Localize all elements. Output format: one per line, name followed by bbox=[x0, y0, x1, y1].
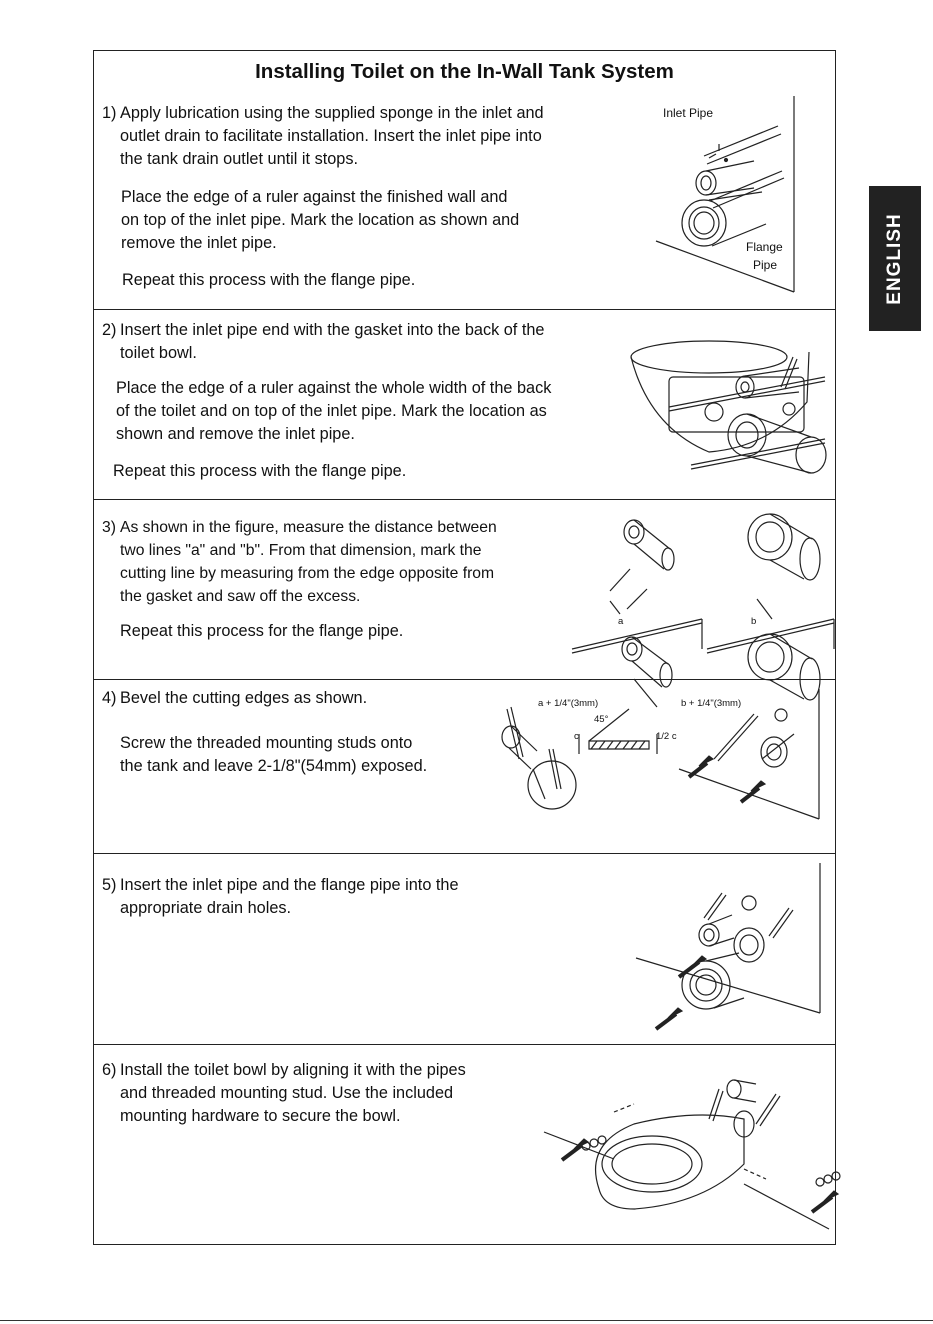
step-4-para2-line-2: the tank and leave 2-1/8"(54mm) exposed. bbox=[120, 757, 428, 775]
step-1 bbox=[94, 51, 835, 309]
step-4-line-1: Bevel the cutting edges as shown. bbox=[120, 689, 368, 707]
step-6-line-1: Install the toilet bowl by aligning it with the pipes bbox=[120, 1061, 466, 1079]
step-1-para3: Repeat this process with the flange pipe. bbox=[122, 271, 416, 289]
step-6 bbox=[94, 1044, 835, 1246]
bevel-angle-label: 45° bbox=[594, 714, 609, 725]
step-2-para2-line-1: Place the edge of a ruler against the whole width of the back bbox=[116, 379, 552, 397]
cut-a-label: a + 1/4"(3mm) bbox=[538, 698, 599, 709]
step-2 bbox=[94, 309, 835, 499]
step-3-number: 3) bbox=[102, 519, 116, 536]
step-1-para2-line-3: remove the inlet pipe. bbox=[121, 234, 277, 252]
step-6-line-3: mounting hardware to secure the bowl. bbox=[120, 1107, 401, 1125]
step-5-number: 5) bbox=[102, 876, 117, 894]
step-3-line-2: two lines "a" and "b". From that dimension, mark the bbox=[120, 542, 482, 559]
page-title: Installing Toilet on the In-Wall Tank System bbox=[255, 60, 674, 83]
step-1-illustration bbox=[654, 96, 804, 296]
step-4 bbox=[94, 679, 835, 853]
step-6-number: 6) bbox=[102, 1061, 117, 1079]
step-1-line-3: the tank drain outlet until it stops. bbox=[120, 150, 359, 168]
step-6-line-2: and threaded mounting stud. Use the included bbox=[120, 1084, 454, 1102]
step-1-line-2: outlet drain to facilitate installation. Insert the inlet pipe into bbox=[120, 127, 542, 145]
step-4-para2-line-1: Screw the threaded mounting studs onto bbox=[120, 734, 413, 752]
step-6-illustration bbox=[544, 1064, 834, 1239]
language-tab bbox=[869, 186, 921, 331]
step-2-para2-line-3: shown and remove the inlet pipe. bbox=[116, 425, 355, 443]
dim-a-label: a bbox=[618, 616, 624, 627]
step-3-line-1: As shown in the figure, measure the distance between bbox=[120, 519, 497, 536]
bevel-c-label: c bbox=[574, 731, 579, 742]
dim-b-label: b bbox=[751, 616, 757, 627]
step-1-number: 1) bbox=[102, 104, 117, 122]
page-bottom-rule bbox=[0, 1320, 933, 1321]
step-2-line-2: toilet bowl. bbox=[120, 344, 197, 362]
step-3-line-4: the gasket and saw off the excess. bbox=[120, 588, 361, 605]
language-label: ENGLISH bbox=[884, 212, 905, 305]
bevel-half-c-label: 1/2 c bbox=[656, 731, 677, 742]
flange-pipe-label-2: Pipe bbox=[753, 258, 778, 272]
step-2-para3: Repeat this process with the flange pipe. bbox=[113, 462, 407, 480]
inlet-pipe-label: Inlet Pipe bbox=[663, 106, 714, 120]
step-1-line-1: Apply lubrication using the supplied sponge in the inlet and bbox=[120, 104, 544, 122]
cut-b-label: b + 1/4"(3mm) bbox=[681, 698, 742, 709]
step-4-number: 4) bbox=[102, 689, 117, 707]
flange-pipe-label-1: Flange bbox=[746, 240, 783, 254]
step-2-para2-line-2: of the toilet and on top of the inlet pipe. Mark the location as bbox=[116, 402, 547, 420]
step-4-illustration bbox=[489, 689, 829, 849]
step-1-para2-line-2: on top of the inlet pipe. Mark the location as shown and bbox=[121, 211, 520, 229]
step-5-line-2: appropriate drain holes. bbox=[120, 899, 292, 917]
step-5 bbox=[94, 853, 835, 1044]
step-3-line-3: cutting line by measuring from the edge opposite from bbox=[120, 565, 495, 582]
step-1-para2-line-1: Place the edge of a ruler against the finished wall and bbox=[121, 188, 508, 206]
step-5-line-1: Insert the inlet pipe and the flange pipe into the bbox=[120, 876, 459, 894]
step-2-line-1: Insert the inlet pipe end with the gasket into the back of the bbox=[120, 321, 545, 339]
step-2-illustration bbox=[629, 337, 829, 487]
step-5-illustration bbox=[634, 863, 824, 1038]
step-3-para2: Repeat this process for the flange pipe. bbox=[120, 622, 404, 640]
step-2-number: 2) bbox=[102, 321, 117, 339]
instruction-frame bbox=[93, 50, 836, 1245]
